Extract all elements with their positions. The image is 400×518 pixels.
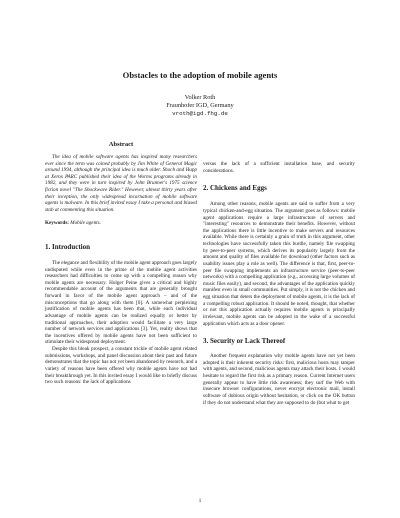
section-2-heading: 2. Chickens and Eggs [203, 184, 267, 193]
section-1-paragraph-2: Despite this bleak prospect, a constant trickle of mobile agent related submissions, workshops, and panel discussion about their past and future demonstrates that the topic has not yet been abandoned by research, and a variety of reasons have been offered why mobile agents have not had their breakthrough yet. In this invited essay I would like to briefly discuss two such reasons: the lack of applications [45, 346, 197, 386]
paper-title: Obstacles to the adoption of mobile agents [122, 70, 278, 80]
section-3-paragraph-1: Another frequent explanation why mobile agents have not yet been adopted is their inherent security risks: first, malicious hosts may tamper with agents, and second, malicious agents may attack their hosts. I would hesitate to regard the first risk as a primary reason. Current Internet users generally appear to have little risk awareness; they surf the Web with insecure browser configurations, never encrypt electronic mail, install software of dubious origin without hesitation, or click on the OK button if they do not understand what they are supposed to do (but what to get [203, 353, 355, 406]
keywords-label: Keywords: [45, 220, 69, 227]
keywords [45, 220, 197, 227]
section-1-heading: 1. Introduction [45, 242, 90, 251]
keywords-value: Mobile agents. [70, 220, 101, 227]
left-column [45, 141, 197, 386]
section-2-paragraph-1: Among other reasons, mobile agents are said to suffer from a very typical chicken-and-egg situation. The argument goes as follows: mobile agent applications require a large infrastructure of servers and "interesting" resources to demonstrate their benefits. However, without the applications there is little incentive to make servers and resources available. While there is certainly a grain of truth in this argument, other technologies have successfully taken this hurdle, namely file swapping by peer-to-peer systems, which derives its popularity largely from the amount and quality of files available for download (other factors such as usability issues play a role as well). The difference is that, first, peer-to-peer file swapping implements an infrastructure service (peer-to-peer networks) with a compelling application (e.g., accessing large volumes of music files easily), and second, the advantages of the application quickly manifest even in small communities. Put simply, it is not the chicken and egg situation that deters the deployment of mobile agents, it is the lack of a compelling robust application. It should be noted, thought, that whether or not this application actually requires mobile agents is principally irrelevant, mobile agents can be adopted in the wake of a successful application which acts as a door opener. [203, 201, 355, 327]
page-number: 1 [198, 498, 202, 504]
abstract-heading: Abstract [108, 141, 134, 148]
abstract-text: The idea of mobile software agents has inspired many researchers ever since the term was coined probably by Jim White of General Magic around 1994, although the principal idea is much older. Shoch and Hupp at Xerox PARC published their idea of the Worms programs already in 1982, and they were in turn inspired by John Brunner's 1975 science fiction novel "The Shockwave Rider." However, almost thirty years after their inception, the only widespread incarnation of mobile software agents is malware. In this brief invited essay I take a personal and biased stab at commenting this situation. [45, 154, 197, 213]
section-3-heading: 3. Security or Lack Thereof [203, 337, 286, 346]
author-name: Volker Roth [184, 94, 216, 101]
author-email: vroth@igd.fhg.de [172, 110, 228, 117]
author-affiliation: Fraunhofer IGD, Germany [166, 102, 234, 109]
section-1-paragraph-1: The elegance and flexibility of the mobile agent approach goes largely undisputed while even in the prime of the mobile agent activities researchers had difficulties to come up with a compelling reason why mobile agents are necessary. Holger Peine gives a critical and highly recommendable account of the arguments that are generally brought forward in favor of the mobile agent approach – and of the misconceptions that go along with them [6]. A somewhat perplexing justification of mobile agents has been that, while each individual advantage of mobile agents can be realized equally or better by traditional approaches, their adoption would facilitate a very large number of network services and applications [3]. Yet, reality shows that the incentives offered by mobile agents have not been sufficient to stimulate their widespread deployment. [45, 259, 197, 346]
section-1-paragraph-2-continued: versus the lack of a sufficient installation base, and security considerations. [203, 161, 355, 174]
right-column [203, 161, 355, 406]
